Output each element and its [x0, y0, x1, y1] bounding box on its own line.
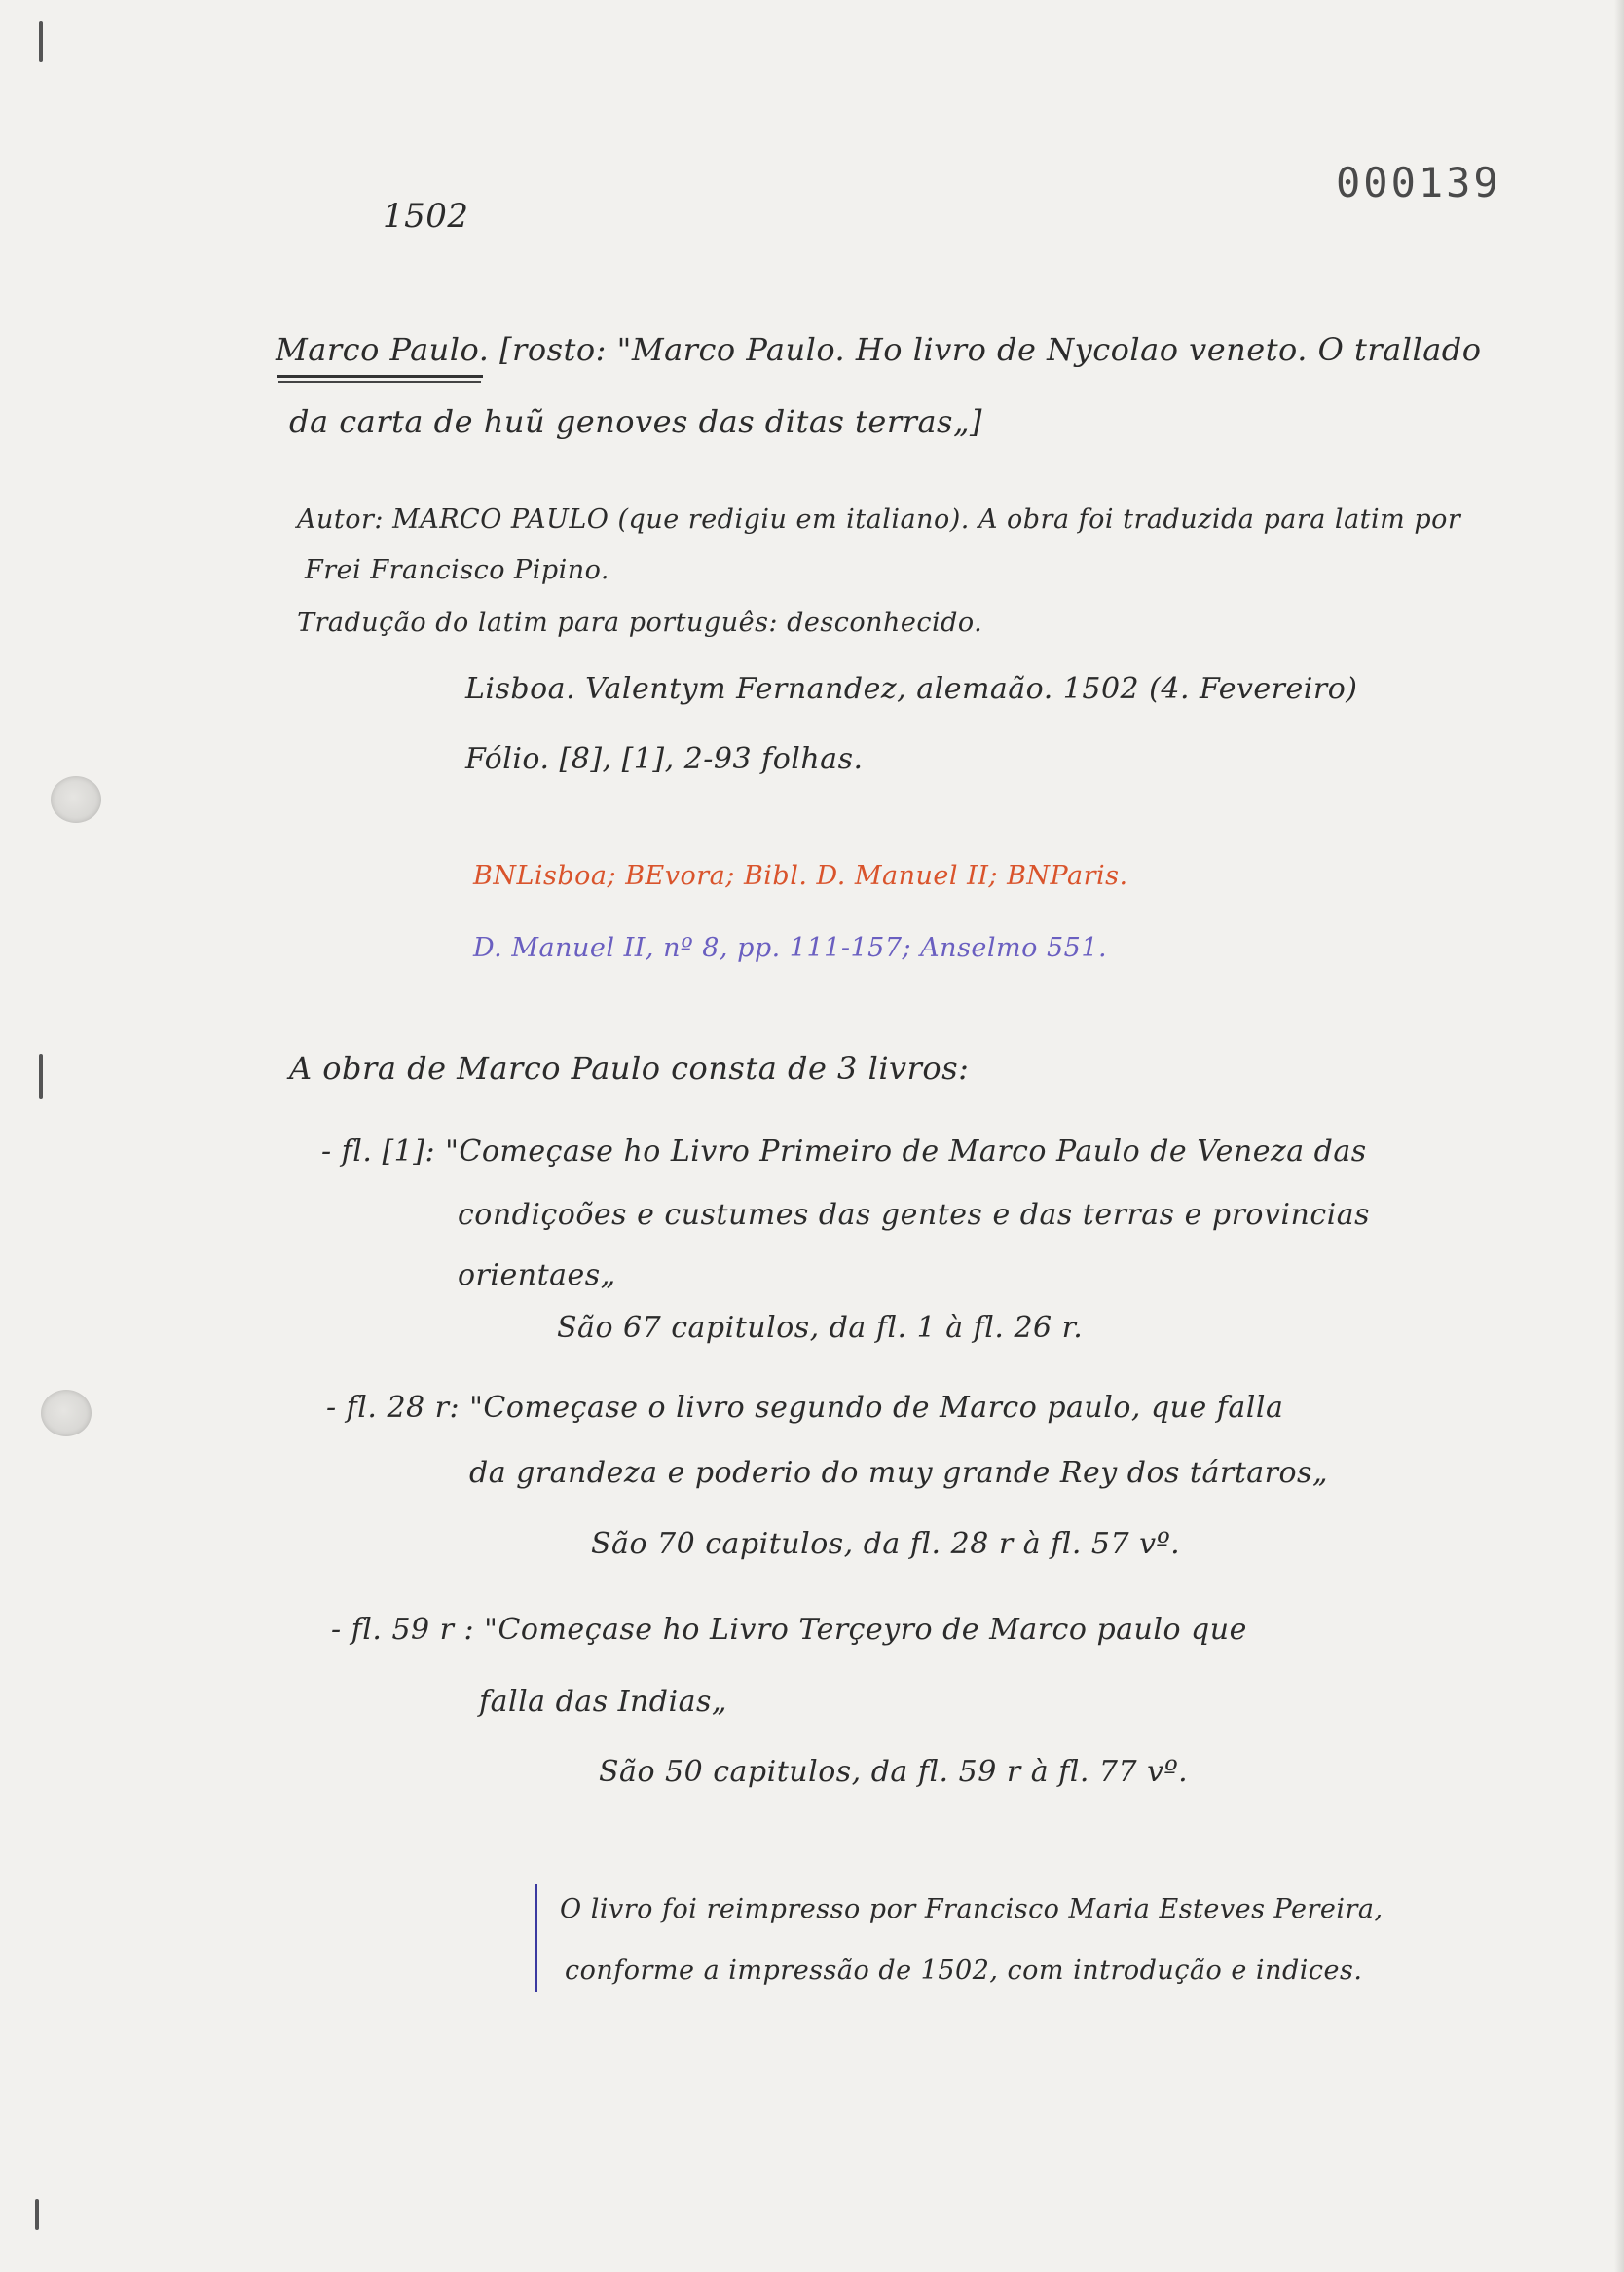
punch-hole: [41, 1390, 92, 1436]
bibliographic-references: D. Manuel II, nº 8, pp. 111-157; Anselmo 551.: [473, 933, 1108, 963]
page-edge: [1614, 0, 1624, 2272]
title-underline: [278, 381, 481, 383]
edge-mark: [35, 2199, 39, 2230]
reprint-note-line-2: conforme a impressão de 1502, com introdução e indices.: [565, 1955, 1363, 1986]
book-1-line-2: condiçoões e custumes das gentes e das terras e provincias: [458, 1198, 1371, 1232]
title-line-2: da carta de huũ genoves das ditas terras„]: [289, 403, 982, 440]
author-line-2: Frei Francisco Pipino.: [305, 555, 610, 585]
book-3-line-2: falla das Indias„: [479, 1685, 727, 1719]
archive-stamp-number: 000139: [1336, 159, 1501, 206]
record-year: 1502: [383, 197, 469, 236]
book-3-summary: São 50 capitulos, da fl. 59 r à fl. 77 vº.: [599, 1755, 1189, 1789]
book-1-summary: São 67 capitulos, da fl. 1 à fl. 26 r.: [557, 1311, 1084, 1345]
contents-intro: A obra de Marco Paulo consta de 3 livros:: [289, 1050, 970, 1087]
author-line-1: Autor: MARCO PAULO (que redigiu em italiano). A obra foi traduzida para latim por: [297, 504, 1461, 535]
book-3-line-1: - fl. 59 r : "Começase ho Livro Terçeyro de Marco paulo que: [331, 1613, 1247, 1647]
book-2-summary: São 70 capitulos, da fl. 28 r à fl. 57 vº.: [591, 1527, 1181, 1561]
book-1-line-1: - fl. [1]: "Começase ho Livro Primeiro de Marco Paulo de Veneza das: [321, 1135, 1367, 1169]
edge-mark: [39, 1054, 43, 1099]
edge-mark: [39, 21, 43, 62]
book-2-line-1: - fl. 28 r: "Começase o livro segundo de Marco paulo, que falla: [326, 1391, 1284, 1425]
book-2-line-2: da grandeza e poderio do muy grande Rey dos tártaros„: [469, 1456, 1328, 1490]
reprint-note-line-1: O livro foi reimpresso por Francisco Maria Esteves Pereira,: [560, 1894, 1384, 1924]
format-line: Fólio. [8], [1], 2-93 folhas.: [465, 742, 864, 776]
title-underline: [277, 375, 483, 378]
imprint-line: Lisboa. Valentym Fernandez, alemaão. 1502 (4. Fevereiro): [465, 672, 1358, 706]
translation-note: Tradução do latim para português: desconhecido.: [297, 608, 983, 638]
book-1-line-3: orientaes„: [458, 1258, 616, 1292]
punch-hole: [51, 776, 101, 823]
note-margin-bar: [535, 1884, 537, 1992]
title-line-1: Marco Paulo. [rosto: "Marco Paulo. Ho livro de Nycolao veneto. O trallado: [276, 331, 1482, 368]
library-holdings: BNLisboa; BEvora; Bibl. D. Manuel II; BNParis.: [473, 861, 1128, 891]
